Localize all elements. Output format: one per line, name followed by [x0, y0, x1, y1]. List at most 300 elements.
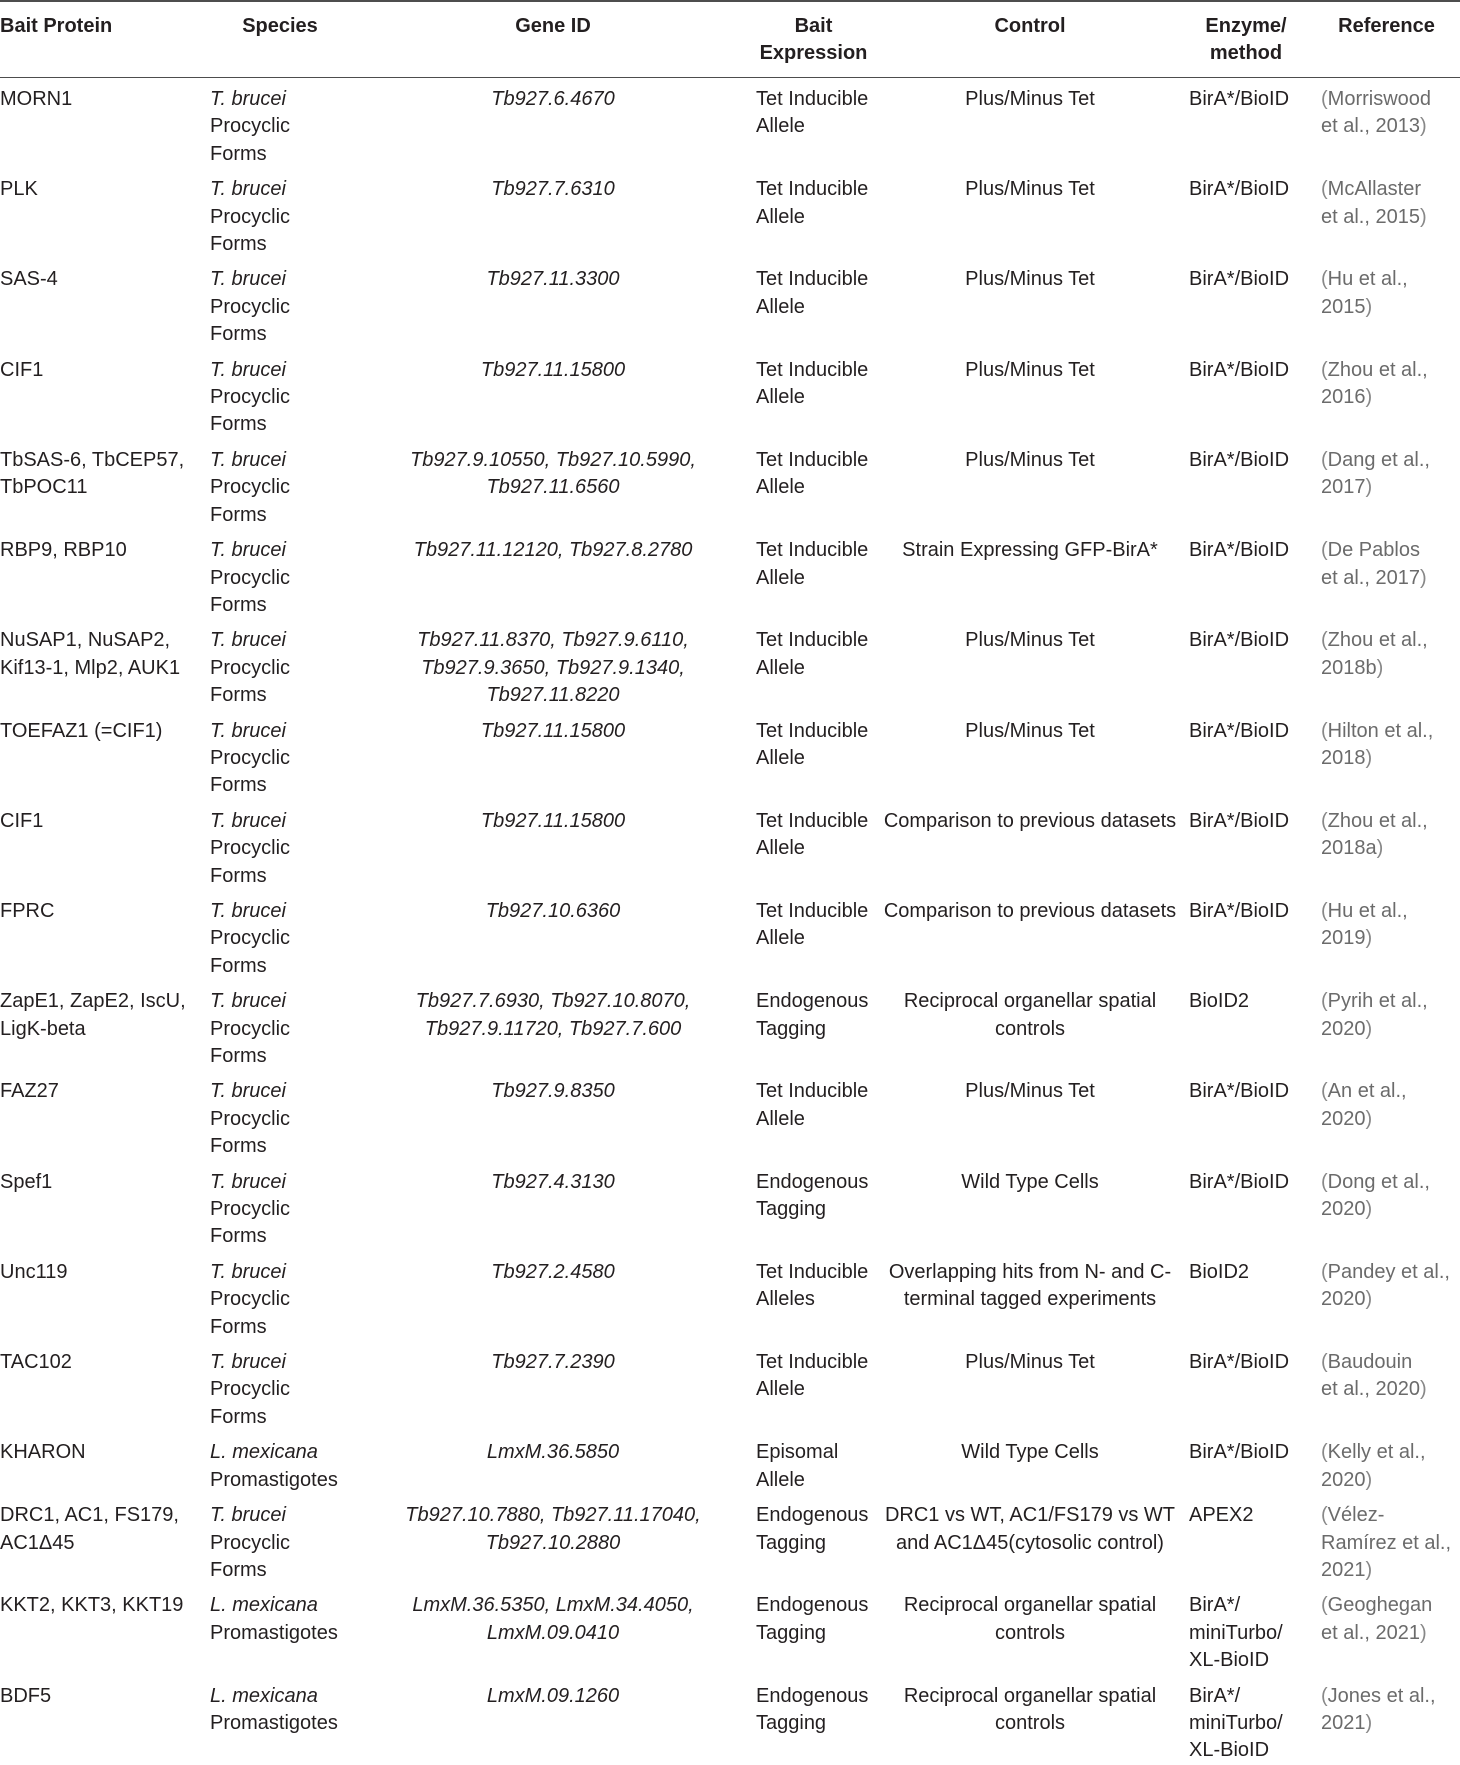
reference-link[interactable]: 2020 [1321, 1288, 1366, 1311]
table-row [0, 1070, 1460, 1160]
column-header-text: Species [242, 15, 318, 37]
bait-expression-text: Tet Inducible [756, 358, 869, 381]
bait-expression-text: Tet Inducible [756, 1080, 869, 1103]
reference-link[interactable]: 2021 [1321, 1558, 1366, 1581]
bait-protein-cell [0, 1431, 200, 1494]
gene-id-text: Tb927.11.12120, Tb927.8.2780 [413, 539, 693, 562]
reference-link[interactable]: 2017 [1321, 476, 1366, 499]
reference-link[interactable]: 2016 [1321, 386, 1366, 409]
bait-expression-cell [746, 1431, 881, 1494]
species-cell [200, 168, 360, 258]
reference-open-paren: ( [1321, 629, 1328, 652]
control-cell [881, 1341, 1179, 1431]
reference-link[interactable]: 2018 [1321, 746, 1366, 769]
gene-id-cell [360, 1584, 746, 1674]
control-cell [881, 1494, 1179, 1584]
bait-protein-text: SAS-4 [0, 268, 58, 291]
control-text: and AC1Δ45(cytosolic control) [896, 1531, 1164, 1554]
bait-expression-text: Allele [756, 927, 805, 950]
bait-expression-text: Tet Inducible [756, 629, 869, 652]
gene-id-text: Tb927.10.7880, Tb927.11.17040, [405, 1504, 701, 1527]
species-cell [200, 1494, 360, 1584]
reference-link[interactable]: et al., 2017 [1321, 566, 1420, 589]
control-text: Plus/Minus Tet [965, 448, 1095, 471]
reference-open-paren: ( [1321, 448, 1328, 471]
species-cell [200, 710, 360, 800]
reference-open-paren: ( [1321, 1504, 1328, 1527]
species-name: T. brucei [210, 1351, 286, 1374]
bait-protein-cell [0, 1584, 200, 1674]
enzyme-method-text: APEX2 [1189, 1504, 1254, 1527]
column-header-bait-protein [0, 2, 200, 78]
reference-link[interactable]: De Pablos [1327, 539, 1420, 562]
gene-id-text: Tb927.10.6360 [485, 899, 621, 922]
reference-link[interactable]: 2020 [1321, 1198, 1366, 1221]
table-row [0, 980, 1460, 1070]
gene-id-cell [360, 529, 746, 619]
species-name: T. brucei [210, 1260, 286, 1283]
reference-link[interactable]: et al., 2015 [1321, 205, 1420, 228]
species-stage: Procyclic [210, 927, 291, 950]
column-header-gene-id [360, 2, 746, 78]
species-cell [200, 619, 360, 709]
gene-id-cell [360, 1675, 746, 1765]
reference-cell [1313, 1251, 1460, 1341]
gene-id-cell [360, 800, 746, 890]
enzyme-method-cell [1179, 168, 1313, 258]
enzyme-method-text: BirA*/BioID [1189, 1441, 1290, 1464]
control-cell [881, 529, 1179, 619]
bait-protein-cell [0, 1341, 200, 1431]
reference-close-paren: ) [1365, 1017, 1373, 1040]
reference-open-paren: ( [1321, 1684, 1328, 1707]
gene-id-text: Tb927.9.8350 [491, 1080, 615, 1103]
reference-link[interactable]: An et al., [1327, 1080, 1407, 1103]
bait-expression-text: Allele [756, 566, 805, 589]
species-name: L. mexicana [210, 1684, 318, 1707]
control-cell [881, 168, 1179, 258]
bait-expression-text: Tet Inducible [756, 268, 869, 291]
bait-protein-text: CIF1 [0, 809, 44, 832]
column-header-enzyme-method [1179, 2, 1313, 78]
bait-expression-text: Allele [756, 295, 805, 318]
bait-expression-cell [746, 1161, 881, 1251]
table-row [0, 710, 1460, 800]
species-stage: Procyclic [210, 295, 291, 318]
reference-open-paren: ( [1321, 268, 1328, 291]
gene-id-text: Tb927.10.2880 [485, 1531, 621, 1554]
reference-cell [1313, 980, 1460, 1070]
bait-expression-text: Tet Inducible [756, 809, 869, 832]
reference-close-paren: ) [1376, 656, 1384, 679]
species-cell [200, 1431, 360, 1494]
bait-expression-text: Tet Inducible [756, 448, 869, 471]
control-text: Reciprocal organellar spatial [903, 990, 1157, 1013]
species-cell [200, 349, 360, 439]
enzyme-method-cell [1179, 1431, 1313, 1494]
bait-protein-text: FPRC [0, 899, 55, 922]
enzyme-method-text: BirA*/BioID [1189, 809, 1290, 832]
bait-expression-text: Endogenous [756, 1170, 869, 1193]
reference-open-paren: ( [1321, 1260, 1328, 1283]
reference-close-paren: ) [1365, 927, 1373, 950]
species-name: T. brucei [210, 268, 286, 291]
species-stage: Procyclic [210, 566, 291, 589]
bait-expression-text: Allele [756, 746, 805, 769]
reference-cell [1313, 529, 1460, 619]
reference-link[interactable]: et al., 2021 [1321, 1621, 1420, 1644]
reference-cell [1313, 1161, 1460, 1251]
control-text: Comparison to previous datasets [883, 809, 1177, 832]
reference-link[interactable]: et al., 2013 [1321, 115, 1420, 138]
bait-protein-text: Unc119 [0, 1260, 68, 1283]
column-header-text: Control [994, 15, 1066, 37]
column-header-text: Enzyme/ [1205, 15, 1287, 37]
enzyme-method-text: BirA*/BioID [1189, 539, 1290, 562]
reference-cell [1313, 1675, 1460, 1765]
reference-link[interactable]: 2020 [1321, 1468, 1366, 1491]
species-cell [200, 800, 360, 890]
bait-protein-text: KKT2, KKT3, KKT19 [0, 1594, 184, 1617]
reference-open-paren: ( [1321, 809, 1328, 832]
gene-id-cell [360, 349, 746, 439]
bait-expression-text: Allele [756, 837, 805, 860]
bait-protein-text: TbPOC11 [0, 476, 88, 499]
gene-id-text: Tb927.9.11720, Tb927.7.600 [424, 1017, 682, 1040]
enzyme-method-text: BirA*/BioID [1189, 1170, 1290, 1193]
reference-close-paren: ) [1365, 1711, 1373, 1734]
reference-link[interactable]: Hu et al., [1327, 268, 1408, 291]
gene-id-text: LmxM.09.0410 [486, 1621, 620, 1644]
bait-expression-text: Tet Inducible [756, 539, 869, 562]
reference-link[interactable]: 2020 [1321, 1017, 1366, 1040]
table-row [0, 168, 1460, 258]
reference-close-paren: ) [1419, 1378, 1427, 1401]
species-cell [200, 1584, 360, 1674]
table-row [0, 529, 1460, 619]
gene-id-text: Tb927.7.6310 [491, 178, 615, 201]
reference-link[interactable]: Zhou et al., [1327, 358, 1428, 381]
reference-link[interactable]: Baudouin [1327, 1351, 1413, 1374]
species-stage: Promastigotes [210, 1621, 338, 1644]
species-cell [200, 1675, 360, 1765]
enzyme-method-text: miniTurbo/ [1189, 1621, 1283, 1644]
gene-id-cell [360, 619, 746, 709]
reference-link[interactable]: Zhou et al., [1327, 629, 1428, 652]
species-cell [200, 1070, 360, 1160]
reference-cell [1313, 710, 1460, 800]
reference-cell [1313, 890, 1460, 980]
reference-close-paren: ) [1365, 476, 1373, 499]
bait-expression-text: Tagging [756, 1711, 827, 1734]
species-stage: Procyclic [210, 476, 291, 499]
table-row [0, 1494, 1460, 1584]
bait-expression-cell [746, 349, 881, 439]
reference-close-paren: ) [1419, 115, 1427, 138]
column-header-reference [1313, 2, 1460, 78]
bait-protein-text: LigK-beta [0, 1017, 86, 1040]
gene-id-cell [360, 890, 746, 980]
species-stage: Forms [210, 1225, 267, 1248]
bait-protein-text: PLK [0, 178, 38, 201]
enzyme-method-text: BirA*/BioID [1189, 1351, 1290, 1374]
enzyme-method-cell [1179, 1161, 1313, 1251]
bait-expression-cell [746, 1675, 881, 1765]
control-cell [881, 980, 1179, 1070]
reference-close-paren: ) [1365, 1468, 1373, 1491]
reference-link[interactable]: Ramírez et al., [1321, 1531, 1452, 1554]
enzyme-method-text: XL-BioID [1189, 1739, 1270, 1762]
reference-open-paren: ( [1321, 358, 1328, 381]
reference-cell [1313, 1431, 1460, 1494]
gene-id-cell [360, 439, 746, 529]
gene-id-text: Tb927.2.4580 [491, 1260, 615, 1283]
enzyme-method-cell [1179, 1584, 1313, 1674]
gene-id-cell [360, 1251, 746, 1341]
species-name: L. mexicana [210, 1441, 318, 1464]
control-text: Plus/Minus Tet [965, 629, 1095, 652]
reference-open-paren: ( [1321, 1594, 1328, 1617]
species-stage: Procyclic [210, 1531, 291, 1554]
enzyme-method-cell [1179, 439, 1313, 529]
reference-cell [1313, 258, 1460, 348]
enzyme-method-cell [1179, 349, 1313, 439]
control-cell [881, 800, 1179, 890]
column-header-text: Expression [759, 42, 868, 64]
control-text: Reciprocal organellar spatial [903, 1684, 1157, 1707]
bait-expression-text: Tet Inducible [756, 88, 869, 110]
reference-close-paren: ) [1365, 1558, 1373, 1581]
enzyme-method-text: BirA*/BioID [1189, 178, 1290, 201]
bait-expression-text: Tet Inducible [756, 719, 869, 742]
enzyme-method-cell [1179, 1494, 1313, 1584]
enzyme-method-text: BioID2 [1189, 1260, 1250, 1283]
gene-id-text: Tb927.9.10550, Tb927.10.5990, [410, 448, 696, 471]
control-cell [881, 1431, 1179, 1494]
bait-expression-text: Allele [756, 1107, 805, 1130]
bait-expression-text: Endogenous [756, 1594, 869, 1617]
bait-protein-text: TAC102 [0, 1351, 72, 1374]
control-text: Plus/Minus Tet [965, 268, 1095, 291]
species-stage: Promastigotes [210, 1711, 338, 1734]
reference-close-paren: ) [1365, 1198, 1373, 1221]
control-text: Plus/Minus Tet [965, 358, 1095, 381]
gene-id-cell [360, 78, 746, 169]
control-text: controls [994, 1017, 1066, 1040]
reference-link[interactable]: Vélez- [1327, 1504, 1385, 1527]
species-stage: Forms [210, 1135, 267, 1158]
control-cell [881, 349, 1179, 439]
reference-close-paren: ) [1419, 1621, 1427, 1644]
reference-link[interactable]: 2018b [1321, 656, 1377, 679]
reference-link[interactable]: Zhou et al., [1327, 809, 1428, 832]
reference-link[interactable]: 2021 [1321, 1711, 1366, 1734]
column-header-text: Gene ID [515, 15, 591, 37]
reference-link[interactable]: Pandey et al., [1327, 1260, 1450, 1283]
bait-protein-text: NuSAP1, NuSAP2, [0, 629, 171, 652]
species-name: T. brucei [210, 539, 286, 562]
enzyme-method-cell [1179, 78, 1313, 169]
reference-link[interactable]: Dong et al., [1327, 1170, 1430, 1193]
bait-expression-cell [746, 980, 881, 1070]
table-row [0, 890, 1460, 980]
bait-expression-cell [746, 258, 881, 348]
bait-protein-text: Spef1 [0, 1170, 53, 1193]
enzyme-method-text: miniTurbo/ [1189, 1711, 1283, 1734]
enzyme-method-cell [1179, 980, 1313, 1070]
gene-id-text: Tb927.11.8370, Tb927.9.6110, [417, 629, 689, 652]
enzyme-method-cell [1179, 258, 1313, 348]
bait-protein-text: ZapE1, ZapE2, IscU, [0, 990, 186, 1013]
species-name: T. brucei [210, 1504, 286, 1527]
reference-link[interactable]: Hu et al., [1327, 899, 1408, 922]
gene-id-cell [360, 1494, 746, 1584]
reference-link[interactable]: Hilton et al., [1327, 719, 1434, 742]
gene-id-cell [360, 1431, 746, 1494]
bait-expression-text: Endogenous [756, 990, 869, 1013]
species-stage: Procyclic [210, 115, 291, 138]
species-name: T. brucei [210, 809, 286, 832]
reference-link[interactable]: Dang et al., [1327, 448, 1430, 471]
species-stage: Procyclic [210, 1198, 291, 1221]
reference-close-paren: ) [1365, 1107, 1373, 1130]
control-text: Overlapping hits from N- and C- [888, 1260, 1172, 1283]
bait-protein-cell [0, 619, 200, 709]
species-stage: Forms [210, 1405, 267, 1428]
bait-protein-cell [0, 1494, 200, 1584]
reference-close-paren: ) [1365, 1288, 1373, 1311]
control-cell [881, 258, 1179, 348]
species-stage: Procyclic [210, 386, 291, 409]
reference-link[interactable]: Kelly et al., [1327, 1441, 1426, 1464]
species-cell [200, 1161, 360, 1251]
species-stage: Procyclic [210, 1017, 291, 1040]
reference-open-paren: ( [1321, 88, 1328, 110]
gene-id-cell [360, 1341, 746, 1431]
column-header-control [881, 2, 1179, 78]
bait-protein-text: AC1Δ45 [0, 1531, 75, 1554]
reference-close-paren: ) [1365, 386, 1373, 409]
bait-protein-text: BDF5 [0, 1684, 52, 1707]
species-name: T. brucei [210, 358, 286, 381]
bait-expression-text: Episomal [756, 1441, 839, 1464]
species-cell [200, 980, 360, 1070]
species-stage: Procyclic [210, 746, 291, 769]
table-row [0, 258, 1460, 348]
bait-expression-cell [746, 1070, 881, 1160]
gene-id-text: Tb927.6.4670 [491, 88, 615, 110]
species-stage: Procyclic [210, 656, 291, 679]
gene-id-text: Tb927.9.3650, Tb927.9.1340, [421, 656, 685, 679]
bait-expression-text: Tagging [756, 1017, 827, 1040]
table-row [0, 1161, 1460, 1251]
species-name: T. brucei [210, 88, 286, 110]
species-stage: Forms [210, 503, 267, 526]
enzyme-method-cell [1179, 619, 1313, 709]
reference-cell [1313, 1341, 1460, 1431]
reference-link[interactable]: 2020 [1321, 1107, 1366, 1130]
column-header-bait-expression [746, 2, 881, 78]
bait-protein-text: TbSAS-6, TbCEP57, [0, 448, 185, 471]
bait-protein-text: FAZ27 [0, 1080, 59, 1103]
table-row [0, 1251, 1460, 1341]
reference-link[interactable]: 2019 [1321, 927, 1366, 950]
control-text: Comparison to previous datasets [883, 899, 1177, 922]
species-stage: Forms [210, 1045, 267, 1067]
bait-expression-text: Endogenous [756, 1684, 869, 1707]
enzyme-method-text: BirA*/BioID [1189, 1080, 1290, 1103]
reference-cell [1313, 439, 1460, 529]
species-cell [200, 439, 360, 529]
reference-link[interactable]: McAllaster [1327, 178, 1422, 201]
species-name: T. brucei [210, 448, 286, 471]
species-stage: Forms [210, 413, 267, 436]
control-text: Plus/Minus Tet [965, 1351, 1095, 1374]
enzyme-method-text: BirA*/BioID [1189, 899, 1290, 922]
species-name: T. brucei [210, 1080, 286, 1103]
reference-link[interactable]: Jones et al., [1327, 1684, 1436, 1707]
gene-id-cell [360, 258, 746, 348]
column-header-text: Bait Protein [0, 15, 113, 37]
species-stage: Procyclic [210, 205, 291, 228]
species-stage: Procyclic [210, 837, 291, 860]
enzyme-method-cell [1179, 1070, 1313, 1160]
reference-link[interactable]: Pyrih et al., [1327, 990, 1428, 1013]
reference-link[interactable]: Geoghegan [1327, 1594, 1433, 1617]
reference-cell [1313, 168, 1460, 258]
table-row [0, 78, 1460, 169]
reference-close-paren: ) [1365, 295, 1373, 318]
species-stage: Forms [210, 684, 267, 707]
table-row [0, 1675, 1460, 1765]
reference-link[interactable]: 2015 [1321, 295, 1366, 318]
reference-cell [1313, 1070, 1460, 1160]
control-text: Plus/Minus Tet [965, 1080, 1095, 1103]
table-header-row [0, 2, 1460, 78]
gene-id-text: Tb927.7.2390 [491, 1351, 615, 1374]
bait-expression-text: Tagging [756, 1621, 827, 1644]
reference-link[interactable]: et al., 2020 [1321, 1378, 1420, 1401]
bait-expression-text: Tet Inducible [756, 1351, 869, 1374]
control-cell [881, 1584, 1179, 1674]
reference-close-paren: ) [1365, 746, 1373, 769]
reference-open-paren: ( [1321, 539, 1328, 562]
species-stage: Forms [210, 142, 267, 165]
bait-expression-text: Allele [756, 115, 805, 138]
column-header-species [200, 2, 360, 78]
bait-protein-text: Kif13-1, Mlp2, AUK1 [0, 656, 181, 679]
bait-expression-cell [746, 1341, 881, 1431]
control-text: Wild Type Cells [961, 1170, 1099, 1193]
gene-id-text: Tb927.7.6930, Tb927.10.8070, [415, 990, 691, 1013]
reference-close-paren: ) [1376, 837, 1384, 860]
enzyme-method-text: BirA*/ [1189, 1594, 1241, 1617]
control-text: Plus/Minus Tet [965, 178, 1095, 201]
bait-protein-text: CIF1 [0, 358, 44, 381]
reference-link[interactable]: Morriswood [1327, 88, 1432, 110]
bait-expression-text: Alleles [756, 1288, 815, 1311]
bait-expression-cell [746, 1251, 881, 1341]
bait-expression-cell [746, 800, 881, 890]
gene-id-text: Tb927.11.6560 [486, 476, 620, 499]
reference-open-paren: ( [1321, 1441, 1328, 1464]
species-stage: Forms [210, 323, 267, 346]
enzyme-method-text: BirA*/BioID [1189, 358, 1290, 381]
reference-link[interactable]: 2018a [1321, 837, 1377, 860]
bait-protein-cell [0, 349, 200, 439]
gene-id-text: Tb927.11.15800 [480, 358, 626, 381]
bait-protein-cell [0, 710, 200, 800]
